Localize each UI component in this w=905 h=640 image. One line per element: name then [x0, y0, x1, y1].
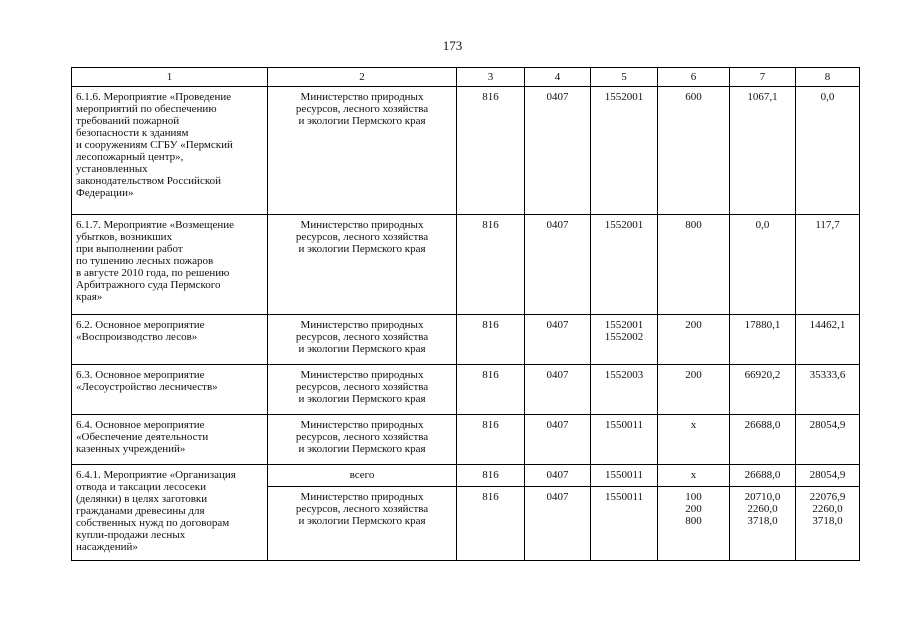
code-cell: х [658, 415, 730, 465]
page-number: 173 [442, 38, 463, 53]
code-cell: 1550011 [591, 465, 658, 487]
responsible-org: Министерство природных ресурсов, лесного хозяйства и экологии Пермского края [268, 365, 457, 415]
table-header-row [72, 68, 860, 87]
amount-cell: 0,0 [730, 215, 796, 315]
amount-cell: 66920,2 [730, 365, 796, 415]
amount-cell: 1067,1 [730, 87, 796, 215]
activity-name: 6.2. Основное мероприятие «Воспроизводство лесов» [72, 315, 268, 365]
table-row [72, 315, 860, 365]
activity-name: 6.1.7. Мероприятие «Возмещение убытков, возникших при выполнении работ по тушению лесных пожаров в августе 2010 года, по решению Арбитражного суда Пермского края» [72, 215, 268, 315]
activity-name: 6.1.6. Мероприятие «Проведение мероприятий по обеспечению требований пожарной безопасности к зданиям и сооружениям СГБУ «Пермский лесопожарный центр», установленных законодательством Российской Федерации» [72, 87, 268, 215]
code-cell: 0407 [525, 215, 591, 315]
amount-cell: 0,0 [796, 87, 860, 215]
table-row [72, 87, 860, 215]
code-cell: 0407 [525, 415, 591, 465]
responsible-org: Министерство природных ресурсов, лесного хозяйства и экологии Пермского края [268, 415, 457, 465]
code-cell: 0407 [525, 87, 591, 215]
code-cell: 816 [457, 415, 525, 465]
code-cell: 200 [658, 315, 730, 365]
code-cell: 1550011 [591, 487, 658, 561]
code-cell: 100 200 800 [658, 487, 730, 561]
code-cell: 0407 [525, 315, 591, 365]
table-row [72, 415, 860, 465]
code-cell: 816 [457, 215, 525, 315]
code-cell: 816 [457, 465, 525, 487]
code-cell: 816 [457, 87, 525, 215]
header-cell: 3 [457, 68, 525, 87]
code-cell: 200 [658, 365, 730, 415]
activity-name: 6.4. Основное мероприятие «Обеспечение деятельности казенных учреждений» [72, 415, 268, 465]
header-cell: 8 [796, 68, 860, 87]
responsible-org: Министерство природных ресурсов, лесного хозяйства и экологии Пермского края [268, 315, 457, 365]
code-cell: 0407 [525, 365, 591, 415]
amount-cell: 14462,1 [796, 315, 860, 365]
table-row [72, 465, 860, 487]
code-cell: 1552001 [591, 87, 658, 215]
amount-cell: 26688,0 [730, 465, 796, 487]
table-row [72, 215, 860, 315]
header-cell: 1 [72, 68, 268, 87]
responsible-org: Министерство природных ресурсов, лесного хозяйства и экологии Пермского края [268, 87, 457, 215]
table-row [72, 365, 860, 415]
code-cell: 816 [457, 487, 525, 561]
amount-cell: 28054,9 [796, 415, 860, 465]
header-cell: 4 [525, 68, 591, 87]
responsible-org: Министерство природных ресурсов, лесного хозяйства и экологии Пермского края [268, 487, 457, 561]
header-cell: 5 [591, 68, 658, 87]
activity-name: 6.3. Основное мероприятие «Лесоустройство лесничеств» [72, 365, 268, 415]
amount-cell: 28054,9 [796, 465, 860, 487]
code-cell: 1550011 [591, 415, 658, 465]
header-cell: 6 [658, 68, 730, 87]
header-cell: 7 [730, 68, 796, 87]
amount-cell: 22076,9 2260,0 3718,0 [796, 487, 860, 561]
amount-cell: 17880,1 [730, 315, 796, 365]
activity-name: 6.4.1. Мероприятие «Организация отвода и таксации лесосеки (делянки) в целях заготовки гражданами древесины для собственных нужд по договорам купли-продажи лесных насаждений» [72, 465, 268, 561]
amount-cell: 26688,0 [730, 415, 796, 465]
code-cell: 1552001 [591, 215, 658, 315]
budget-table [71, 67, 860, 561]
code-cell: 600 [658, 87, 730, 215]
code-cell: х [658, 465, 730, 487]
amount-cell: 35333,6 [796, 365, 860, 415]
amount-cell: 20710,0 2260,0 3718,0 [730, 487, 796, 561]
total-label: всего [268, 465, 457, 487]
amount-cell: 117,7 [796, 215, 860, 315]
responsible-org: Министерство природных ресурсов, лесного хозяйства и экологии Пермского края [268, 215, 457, 315]
code-cell: 0407 [525, 465, 591, 487]
code-cell: 0407 [525, 487, 591, 561]
code-cell: 816 [457, 315, 525, 365]
header-cell: 2 [268, 68, 457, 87]
code-cell: 800 [658, 215, 730, 315]
code-cell: 1552003 [591, 365, 658, 415]
code-cell: 816 [457, 365, 525, 415]
code-cell: 1552001 1552002 [591, 315, 658, 365]
